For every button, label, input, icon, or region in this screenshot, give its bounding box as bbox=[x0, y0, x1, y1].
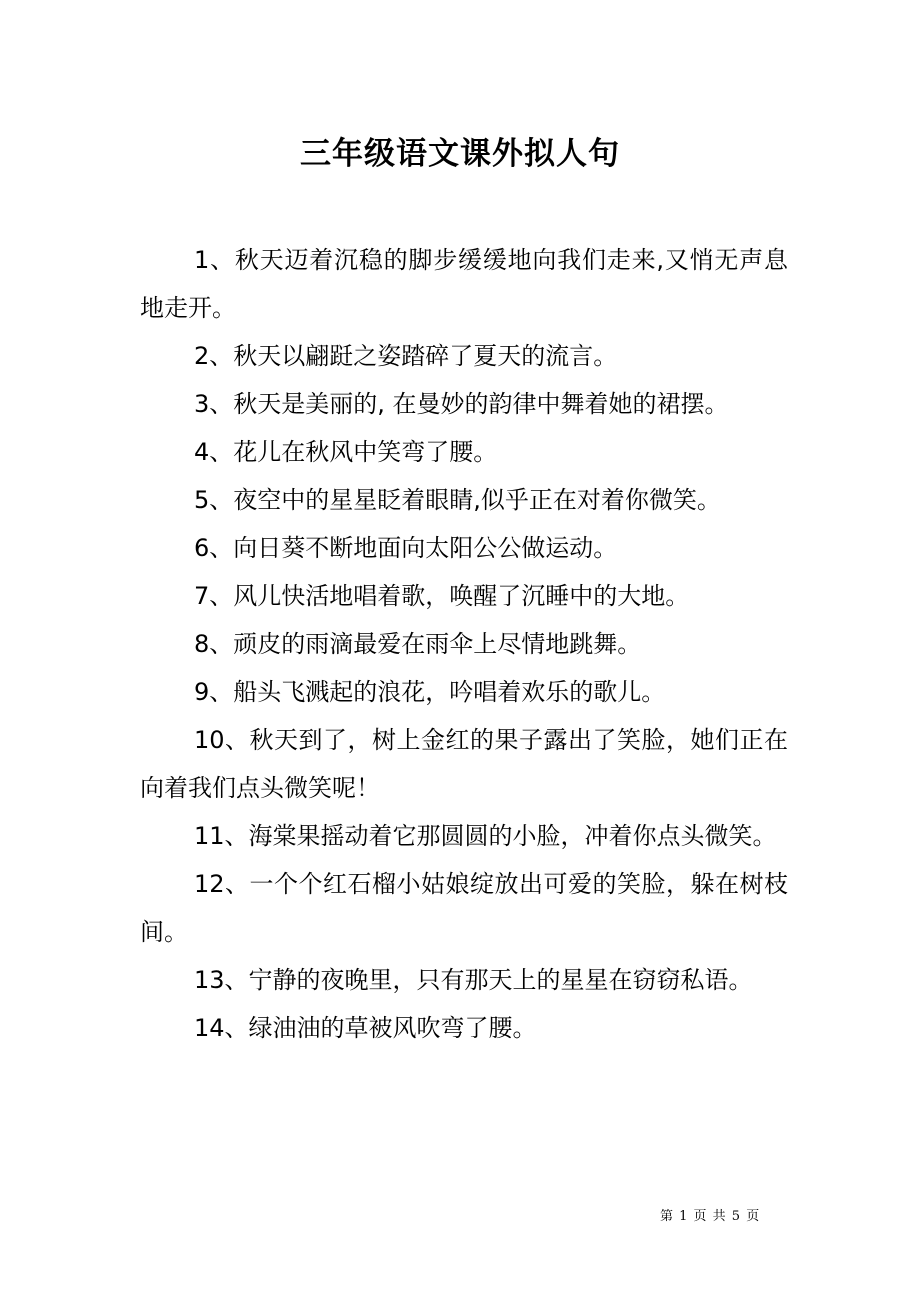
paragraph-2: 2、秋天以翩跹之姿踏碎了夏天的流言。 bbox=[194, 342, 618, 370]
paragraph-8: 8、顽皮的雨滴最爱在雨伞上尽情地跳舞。 bbox=[194, 630, 642, 658]
paragraph-11: 11、海棠果摇动着它那圆圆的小脸，冲着你点头微笑。 bbox=[194, 822, 777, 850]
paragraph-1: 1、秋天迈着沉稳的脚步缓缓地向我们走来,又悄无声息地走开。 bbox=[140, 246, 788, 322]
paragraph-4: 4、花儿在秋风中笑弯了腰。 bbox=[194, 438, 498, 466]
paragraph-13: 13、宁静的夜晚里，只有那天上的星星在窃窃私语。 bbox=[194, 966, 753, 994]
paragraph-14: 14、绿油油的草被风吹弯了腰。 bbox=[194, 1014, 537, 1042]
paragraph-9: 9、船头飞溅起的浪花，吟唱着欢乐的歌儿。 bbox=[194, 678, 666, 706]
paragraph-12: 12、一个个红石榴小姑娘绽放出可爱的笑脸，躲在树枝间。 bbox=[140, 870, 788, 946]
document-body bbox=[140, 236, 788, 1052]
paragraph-7: 7、风儿快活地唱着歌，唤醒了沉睡中的大地。 bbox=[194, 582, 690, 610]
page-footer: 第 1 页 共 5 页 bbox=[660, 1209, 761, 1224]
paragraph-5: 5、夜空中的星星眨着眼睛,似乎正在对着你微笑。 bbox=[194, 486, 721, 514]
paragraph-10: 10、秋天到了，树上金红的果子露出了笑脸，她们正在向着我们点头微笑呢！ bbox=[140, 726, 788, 802]
page-title: 三年级语文课外拟人句 bbox=[300, 136, 620, 172]
paragraph-6: 6、向日葵不断地面向太阳公公做运动。 bbox=[194, 534, 618, 562]
paragraph-3: 3、秋天是美丽的, 在曼妙的韵律中舞着她的裙摆。 bbox=[194, 390, 729, 418]
